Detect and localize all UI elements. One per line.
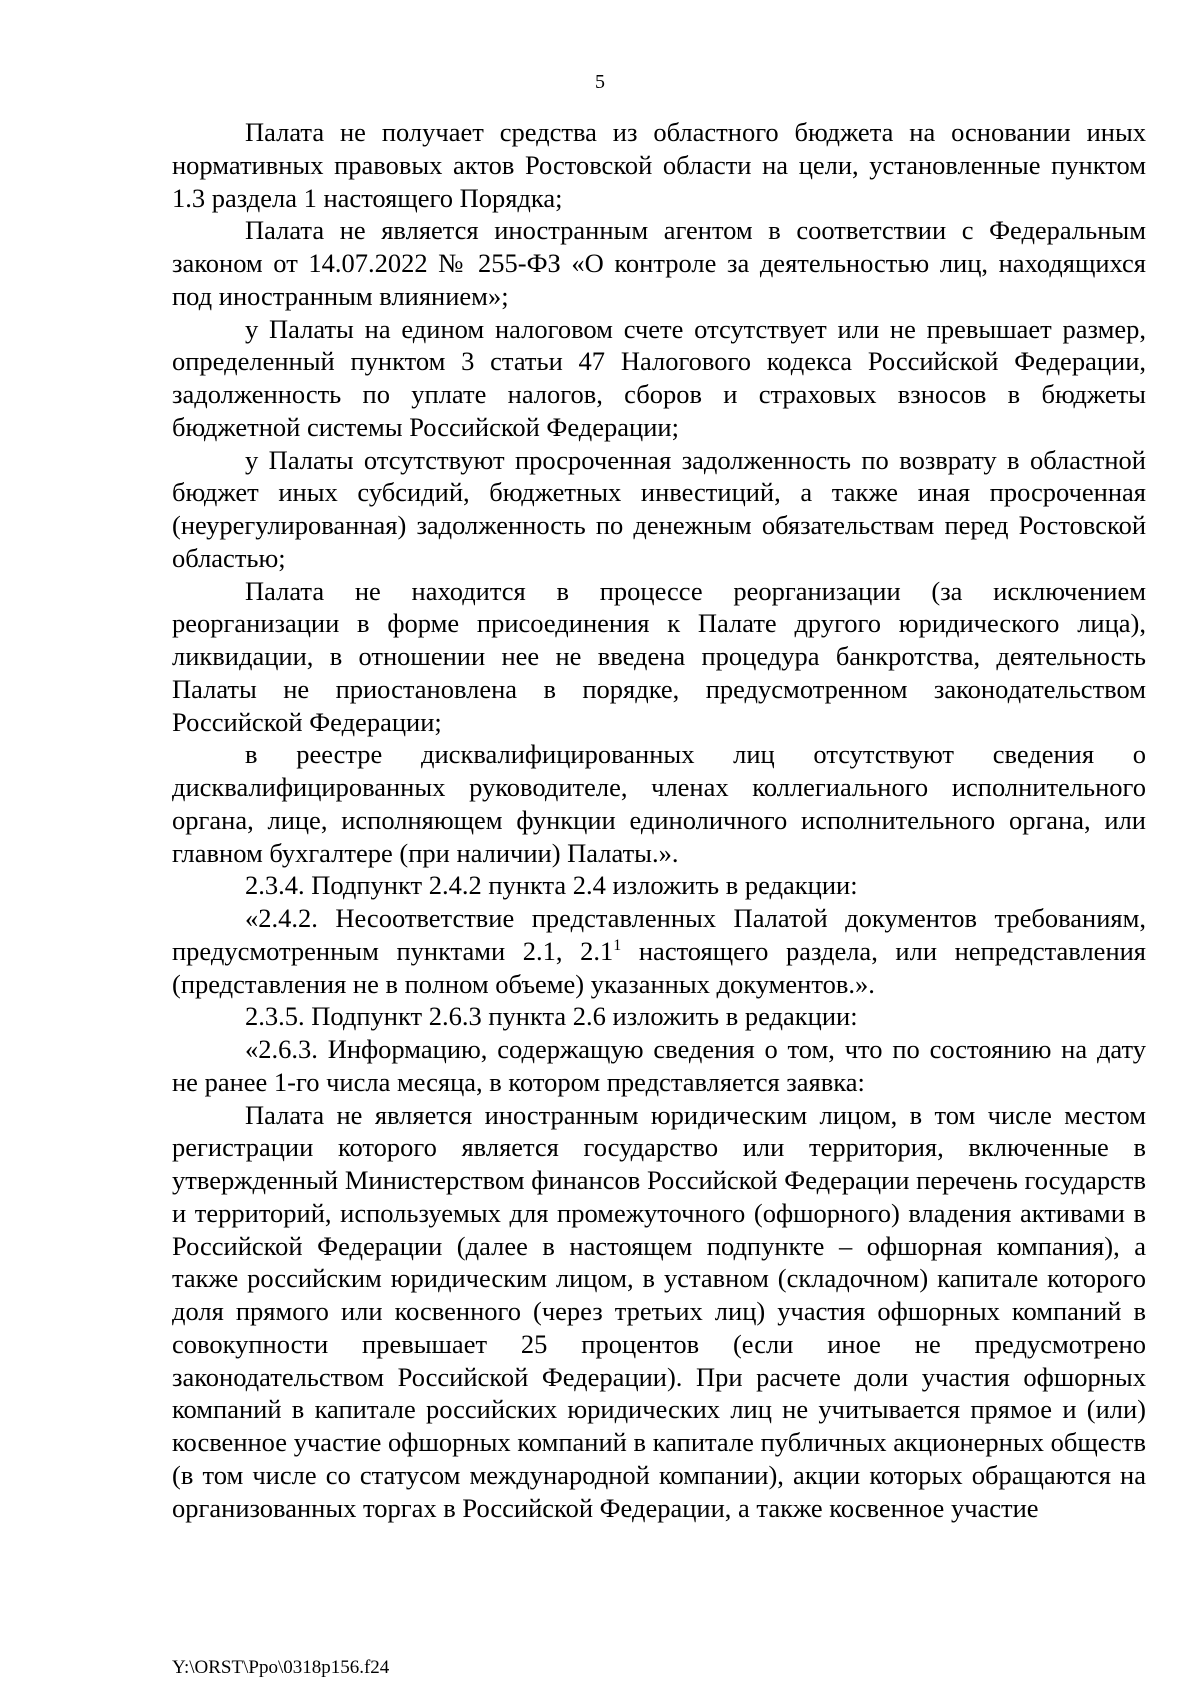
superscript-marker: 1 <box>613 936 622 954</box>
paragraph-not-foreign-entity: Палата не является иностранным юридическим лицом, в том числе местом регистрации которого является государство или территория, включенные в утвержденный Министерством финансов Российской Федерации перечень государств и территорий, используемых для промежуточного (офшорного) владения активами в Российской Федерации (далее в настоящем подпункте – офшорная компания), а также российским юридическим лицом, в уставном (складочном) капитале которого доля прямого или косвенного (через третьих лиц) участия офшорных компаний в совокупности превышает 25 процентов (если иное не предусмотрено законодательством Российской Федерации). При расчете доли участия офшорных компаний в капитале российских юридических лиц не учитывается прямое и (или) косвенное участие офшорных компаний в капитале публичных акционерных обществ (в том числе со статусом международной компании), акции которых обращаются на организованных торгах в Российской Федерации, а также косвенное участие <box>172 1099 1146 1523</box>
paragraph-2-6-3: «2.6.3. Информацию, содержащую сведения о том, что по состоянию на дату не ранее 1-го числа месяца, в котором представляется заявка: <box>172 1034 1146 1097</box>
paragraph-amendment-2-3-4: 2.3.4. Подпункт 2.4.2 пункта 2.4 изложить в редакции: <box>245 870 858 901</box>
paragraph-no-other-funds: Палата не получает средства из областного бюджета на основании иных нормативных правовых актов Ростовской области на цели, установленные пунктом 1.3 раздела 1 настоящего Порядка; <box>172 117 1146 213</box>
document-body <box>172 116 1146 1524</box>
paragraph-2-4-2-part-2: настоящего раздела, или непредставления (представления не в полном объеме) указанных документов.». <box>172 935 1146 999</box>
paragraph-overdue-debt: у Палаты отсутствуют просроченная задолженность по возврату в областной бюджет иных субсидий, бюджетных инвестиций, а также иная просроченная (неурегулированная) задолженность по денежным обязательствам перед Ростовской областью; <box>172 444 1146 573</box>
paragraph-no-reorganization: Палата не находится в процессе реорганизации (за исключением реорганизации в форме присоединения к Палате другого юридического лица), ликвидации, в отношении нее не введена процедура банкротства, деятельность Палаты не приостановлена в порядке, предусмотренном законодательством Российской Федерации; <box>172 575 1146 737</box>
paragraph-not-foreign-agent: Палата не является иностранным агентом в соответствии с Федеральным законом от 14.07.2022 № 255-ФЗ «О контроле за деятельностью лиц, находящихся под иностранным влиянием»; <box>172 215 1146 311</box>
paragraph-tax-debt: у Палаты на едином налоговом счете отсутствует или не превышает размер, определенный пунктом 3 статьи 47 Налогового кодекса Российской Федерации, задолженность по уплате налогов, сборов и страховых взносов в бюджеты бюджетной системы Российской Федерации; <box>172 313 1146 442</box>
paragraph-2-4-2 <box>172 902 1146 1000</box>
paragraph-amendment-2-3-5: 2.3.5. Подпункт 2.6.3 пункта 2.6 изложить в редакции: <box>245 1001 858 1032</box>
paragraph-2-4-2-part-1: «2.4.2. Несоответствие представленных Палатой документов требованиям, предусмотренным пунктами 2.1, 2.1 <box>172 903 1146 966</box>
page-number: 5 <box>595 71 605 93</box>
paragraph-disqualified-registry: в реестре дисквалифицированных лиц отсутствуют сведения о дисквалифицированных руководителе, членах коллегиального исполнительного органа, лице, исполняющем функции единоличного исполнительного органа, или главном бухгалтере (при наличии) Палаты.». <box>172 739 1146 868</box>
file-path-footer: Y:\ORST\Ppo\0318p156.f24 <box>172 1657 390 1678</box>
